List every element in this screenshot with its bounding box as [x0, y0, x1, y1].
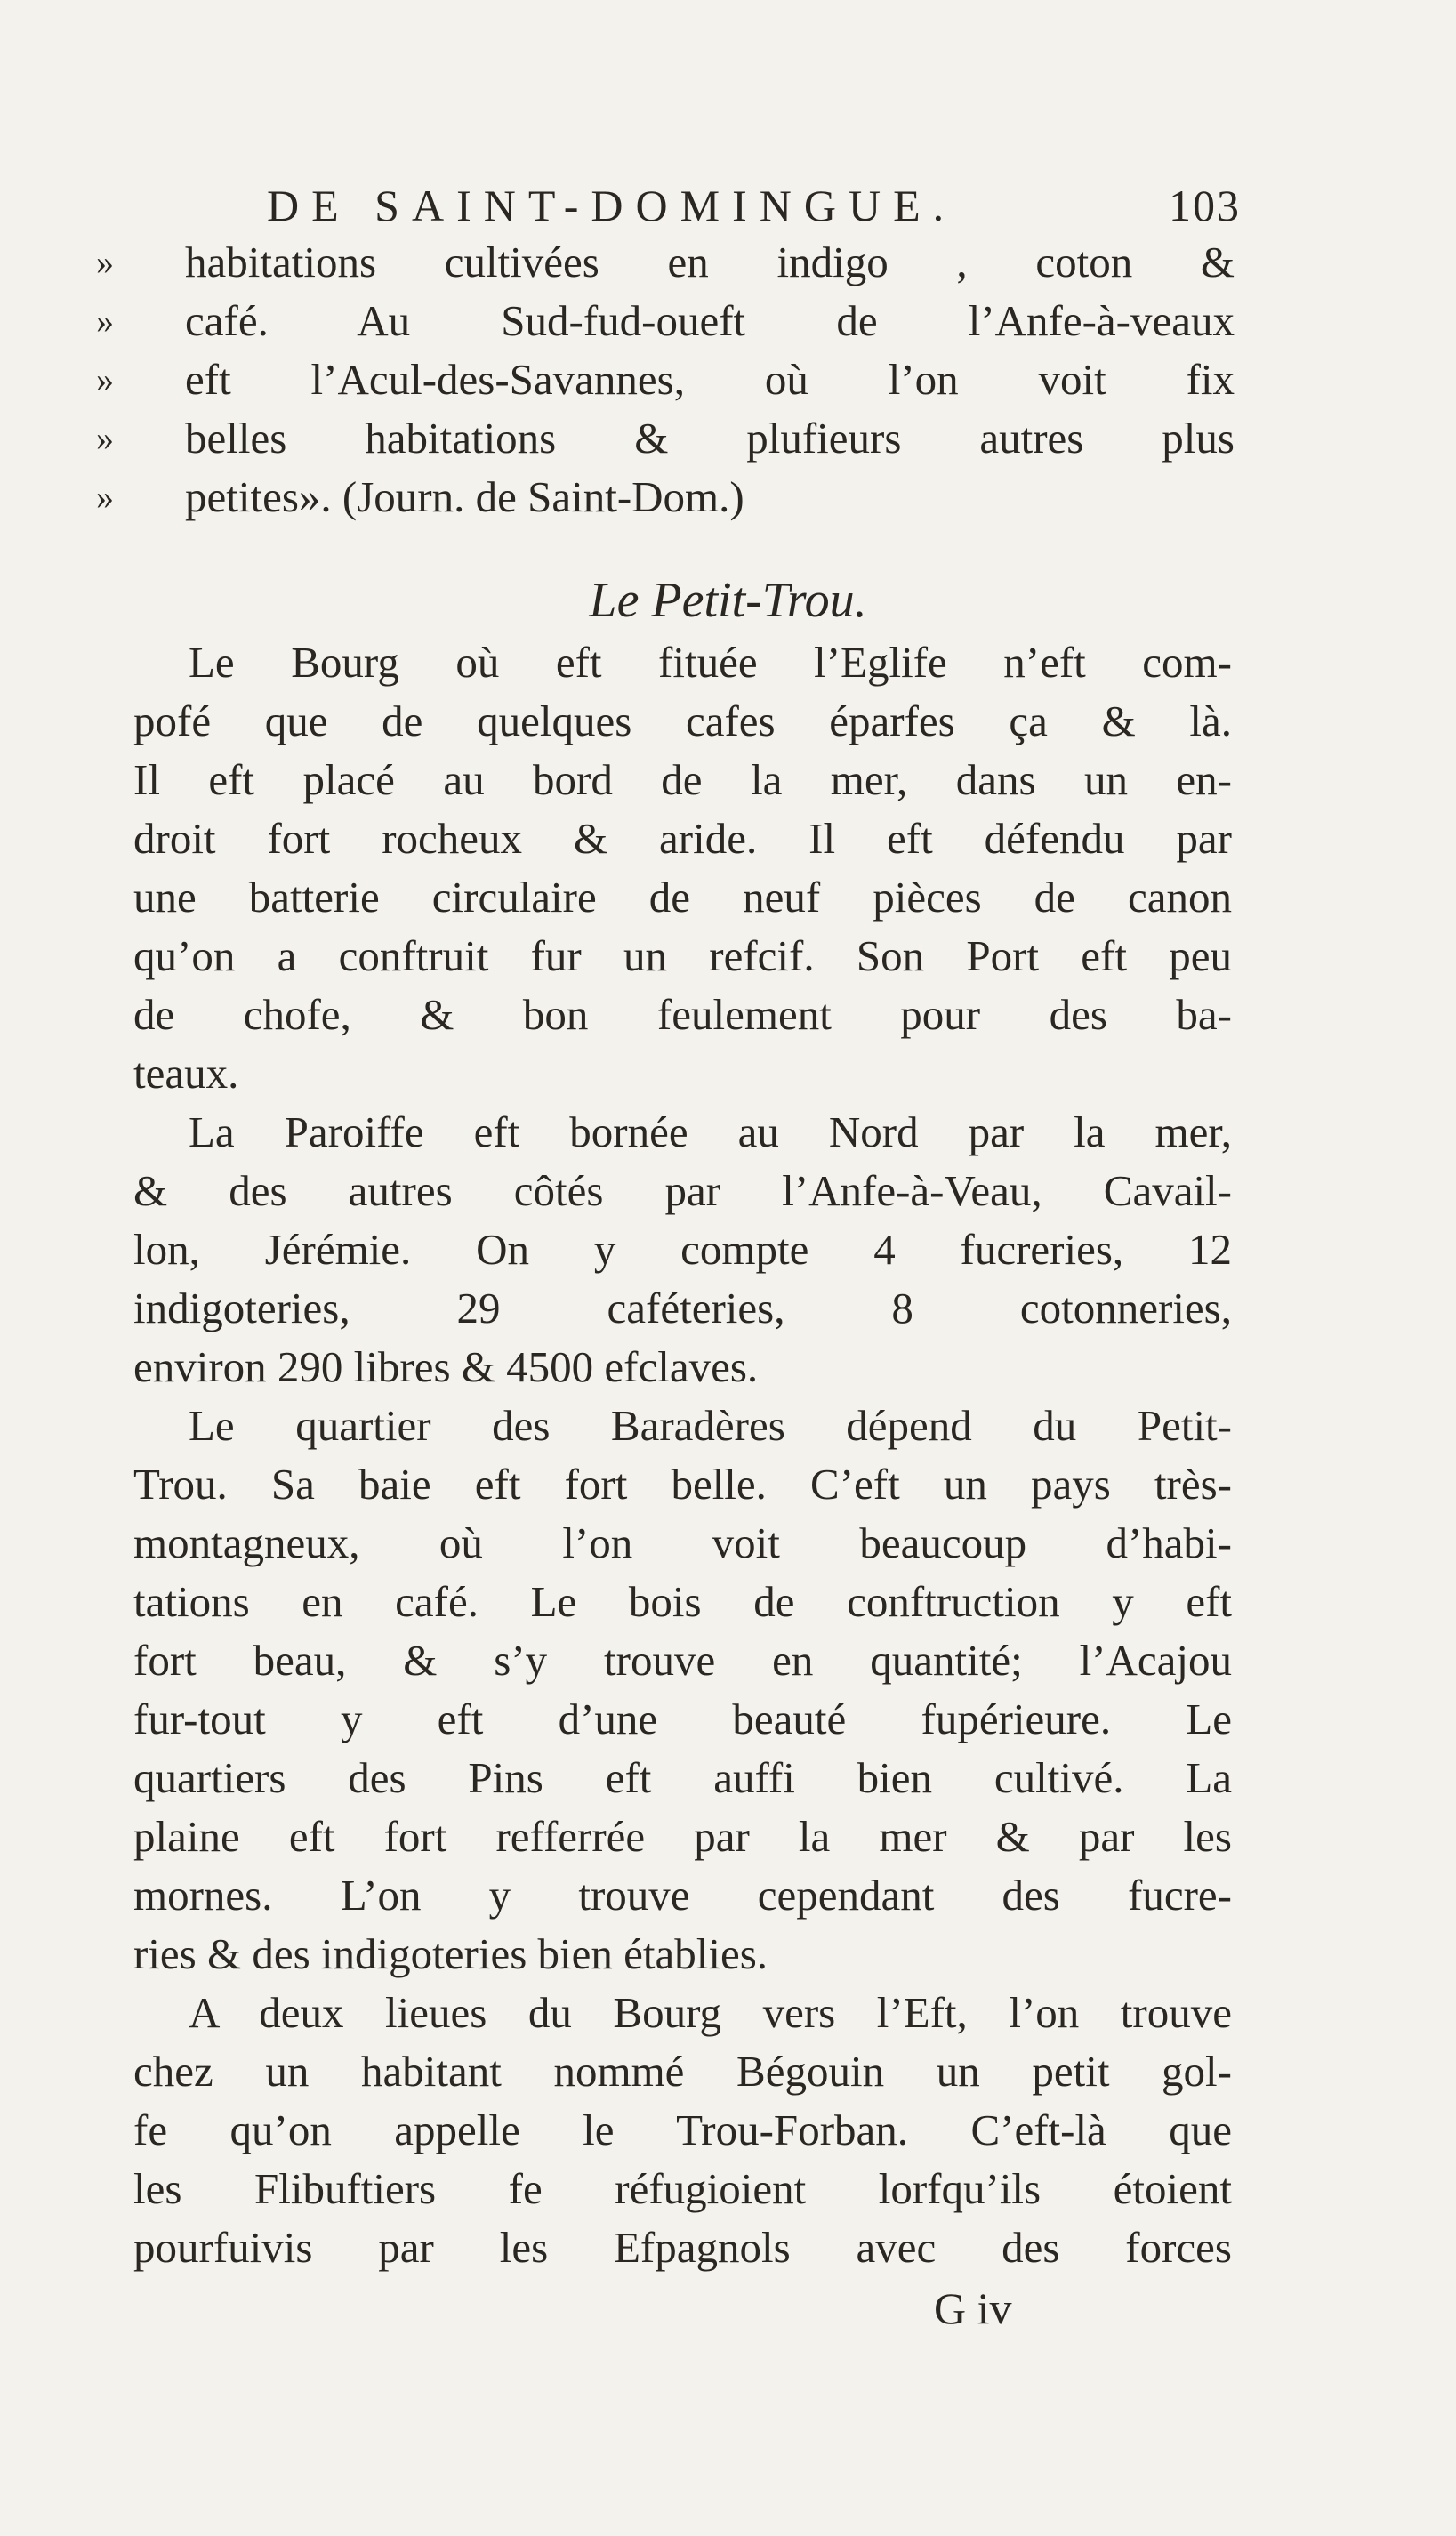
text-line: droit fort rocheux & aride. Il eft défendu par: [133, 814, 1232, 863]
text-line: fort beau, & s’y trouve en quantité; l’Acajou: [133, 1636, 1232, 1685]
text-line: indigoteries, 29 caféteries, 8 cotonneries,: [133, 1284, 1232, 1332]
text-line: une batterie circulaire de neuf pièces de canon: [133, 873, 1232, 922]
quote-mark: »: [96, 359, 114, 399]
text-line: quartiers des Pins eft auffi bien cultivé. La: [133, 1753, 1232, 1802]
running-title: DE SAINT-DOMINGUE.: [267, 181, 957, 230]
text-line: Trou. Sa baie eft fort belle. C’eft un pays très-: [133, 1460, 1232, 1509]
text-line: environ 290 libres & 4500 efclaves.: [133, 1342, 759, 1391]
text-line: mornes. L’on y trouve cependant des fucre-: [133, 1871, 1232, 1920]
quote-mark: »: [96, 242, 114, 282]
text-line: chez un habitant nommé Bégouin un petit gol-: [133, 2047, 1232, 2096]
text-line: café. Au Sud-fud-oueft de l’Anfe-à-veaux: [185, 296, 1235, 345]
text-line: fur-tout y eft d’une beauté fupérieure. Le: [133, 1695, 1232, 1743]
text-line: pofé que de quelques cafes éparfes ça & là.: [133, 696, 1232, 745]
text-line: les Flibuftiers fe réfugioient lorfqu’ils étoient: [133, 2164, 1232, 2213]
text-line: habitations cultivées en indigo , coton &: [185, 237, 1235, 286]
quote-mark: »: [96, 477, 114, 517]
section-title: Le Petit-Trou.: [589, 573, 867, 628]
quote-mark: »: [96, 301, 114, 341]
page-number: 103: [1169, 181, 1241, 230]
text-line: montagneux, où l’on voit beaucoup d’habi-: [133, 1518, 1232, 1567]
text-line: Le Bourg où eft fituée l’Eglife n’eft com-: [189, 638, 1232, 687]
text-line: qu’on a conftruit fur un refcif. Son Port eft peu: [133, 931, 1232, 980]
text-line: Le quartier des Baradères dépend du Petit-: [189, 1401, 1232, 1450]
text-line: pourfuivis par les Efpagnols avec des forces: [133, 2223, 1232, 2272]
text-line: fe qu’on appelle le Trou-Forban. C’eft-là que: [133, 2105, 1232, 2154]
signature-mark: G iv: [934, 2283, 1012, 2333]
text-line: petites». (Journ. de Saint-Dom.): [185, 472, 744, 521]
quote-mark: »: [96, 418, 114, 458]
text-line: ries & des indigoteries bien établies.: [133, 1929, 768, 1978]
text-line: A deux lieues du Bourg vers l’Eft, l’on trouve: [189, 1988, 1232, 2037]
text-line: de chofe, & bon feulement pour des ba-: [133, 990, 1232, 1039]
text-line: eft l’Acul-des-Savannes, où l’on voit fix: [185, 355, 1235, 404]
text-line: Il eft placé au bord de la mer, dans un en-: [133, 755, 1232, 804]
text-line: plaine eft fort refferrée par la mer & par les: [133, 1812, 1232, 1861]
text-line: La Paroiffe eft bornée au Nord par la mer,: [189, 1107, 1232, 1156]
text-line: lon, Jérémie. On y compte 4 fucreries, 12: [133, 1225, 1232, 1274]
text-line: & des autres côtés par l’Anfe-à-Veau, Cavail-: [133, 1166, 1232, 1215]
text-line: belles habitations & plufieurs autres plus: [185, 414, 1235, 463]
text-line: tations en café. Le bois de conftruction y eft: [133, 1577, 1232, 1626]
text-line: teaux.: [133, 1049, 239, 1098]
